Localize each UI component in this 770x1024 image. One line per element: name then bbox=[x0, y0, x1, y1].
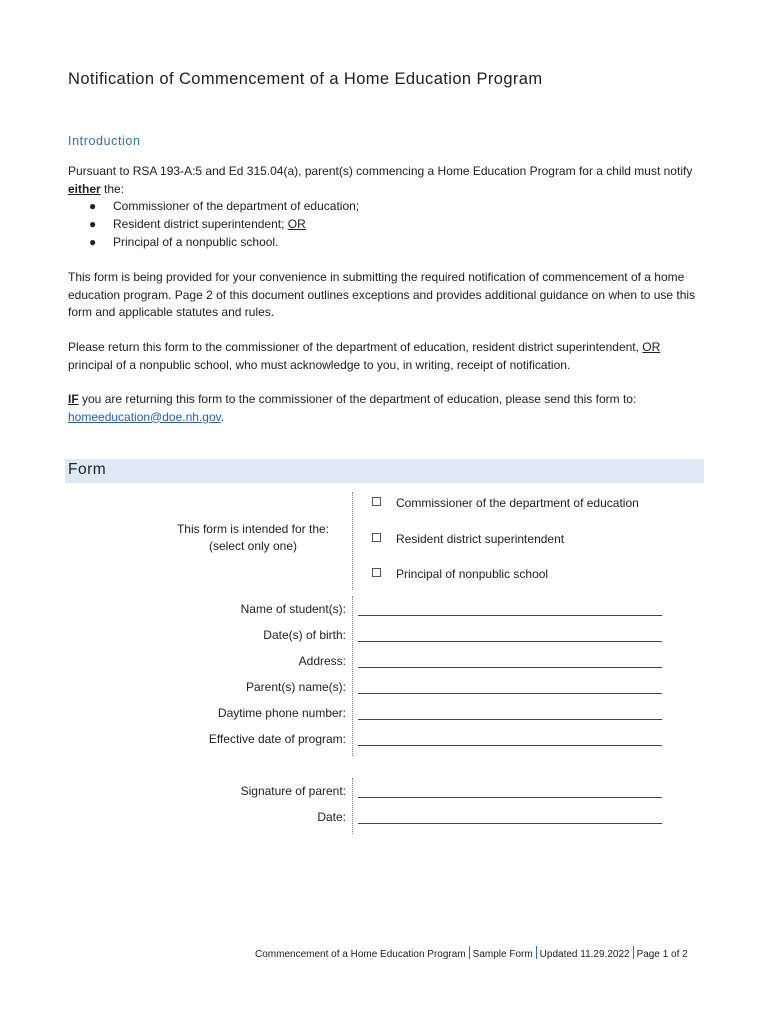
option-label: Commissioner of the department of education bbox=[396, 496, 639, 510]
effective-date-field[interactable] bbox=[358, 745, 662, 746]
if-label: IF bbox=[68, 392, 79, 406]
return-paragraph bbox=[68, 339, 708, 374]
footer-divider bbox=[633, 946, 634, 959]
introduction-heading: Introduction bbox=[68, 134, 141, 148]
parent-name-field[interactable] bbox=[358, 693, 662, 694]
bullet-icon: ● bbox=[89, 216, 97, 231]
option-principal[interactable] bbox=[372, 567, 548, 581]
student-name-label: Name of student(s): bbox=[240, 602, 346, 616]
footer-divider bbox=[469, 946, 470, 959]
intro-text-a: Pursuant to RSA 193-A:5 and Ed 315.04(a), parent(s) commencing a Home Education Program for a child must notify bbox=[68, 164, 693, 178]
list-item-text: Commissioner of the department of education; bbox=[113, 199, 360, 213]
birth-date-label: Date(s) of birth: bbox=[263, 628, 346, 642]
return-or: OR bbox=[642, 340, 661, 354]
signature-field[interactable] bbox=[358, 797, 662, 798]
bullet-icon: ● bbox=[89, 234, 97, 249]
list-item bbox=[88, 234, 688, 252]
list-item-text: Principal of a nonpublic school. bbox=[113, 234, 279, 249]
phone-label: Daytime phone number: bbox=[217, 706, 346, 720]
bullet-icon: ● bbox=[89, 199, 97, 213]
return-text-a: Please return this form to the commissioner of the department of education, resident district superintendent, bbox=[68, 340, 643, 354]
convenience-paragraph: This form is being provided for your convenience in submitting the required notification of commencement of a home education program. Page 2 of this document outlines exceptions and provides additional guidance on when to use this form and applicable statutes and rules. bbox=[68, 270, 696, 320]
address-field[interactable] bbox=[358, 667, 662, 668]
intended-label-line1: This form is intended for the: bbox=[176, 522, 330, 536]
phone-field[interactable] bbox=[358, 719, 662, 720]
checkbox[interactable] bbox=[372, 497, 381, 506]
commissioner-paragraph bbox=[68, 391, 708, 426]
period: . bbox=[220, 409, 225, 424]
return-text-b: principal of a nonpublic school, who must acknowledge to you, in writing, receipt of notification. bbox=[68, 357, 571, 372]
parent-name-label: Parent(s) name(s): bbox=[245, 680, 346, 694]
date-label: Date: bbox=[317, 810, 346, 824]
footer-divider bbox=[536, 946, 537, 959]
column-divider bbox=[352, 596, 353, 756]
option-label: Resident district superintendent bbox=[396, 532, 565, 546]
intended-label-line2: (select only one) bbox=[208, 539, 298, 553]
address-label: Address: bbox=[298, 654, 346, 668]
intro-either: either bbox=[68, 181, 101, 196]
date-field[interactable] bbox=[358, 823, 662, 824]
footer-updated: Updated 11.29.2022 bbox=[539, 949, 630, 960]
intro-paragraph bbox=[68, 163, 708, 198]
page-title: Notification of Commencement of a Home Education Program bbox=[68, 70, 543, 88]
birth-date-field[interactable] bbox=[358, 641, 662, 642]
footer-type: Sample Form bbox=[472, 949, 533, 960]
page-footer bbox=[255, 946, 688, 960]
commissioner-text: you are returning this form to the commissioner of the department of education, please send this form to: bbox=[78, 392, 637, 406]
recipient-list bbox=[88, 198, 688, 252]
effective-date-label: Effective date of program: bbox=[208, 732, 346, 746]
option-superintendent[interactable] bbox=[372, 532, 564, 546]
column-divider bbox=[352, 778, 353, 834]
option-commissioner[interactable] bbox=[372, 496, 639, 510]
intended-label bbox=[160, 521, 346, 555]
form-heading: Form bbox=[68, 461, 107, 478]
checkbox[interactable] bbox=[372, 533, 381, 542]
student-name-field[interactable] bbox=[358, 615, 662, 616]
checkbox[interactable] bbox=[372, 568, 381, 577]
option-label: Principal of nonpublic school bbox=[396, 567, 549, 581]
intro-text-b: the: bbox=[100, 181, 125, 196]
email-link[interactable]: homeeducation@doe.nh.gov bbox=[68, 409, 221, 424]
list-item bbox=[88, 216, 688, 234]
column-divider bbox=[352, 492, 353, 590]
signature-label: Signature of parent: bbox=[240, 784, 346, 798]
list-item-text: Resident district superintendent; bbox=[113, 216, 288, 231]
footer-doc-title: Commencement of a Home Education Program bbox=[255, 949, 466, 960]
list-item-or: OR bbox=[287, 216, 306, 231]
list-item bbox=[88, 198, 688, 216]
form-section-header bbox=[65, 459, 704, 483]
footer-page-number: Page 1 of 2 bbox=[636, 949, 688, 960]
